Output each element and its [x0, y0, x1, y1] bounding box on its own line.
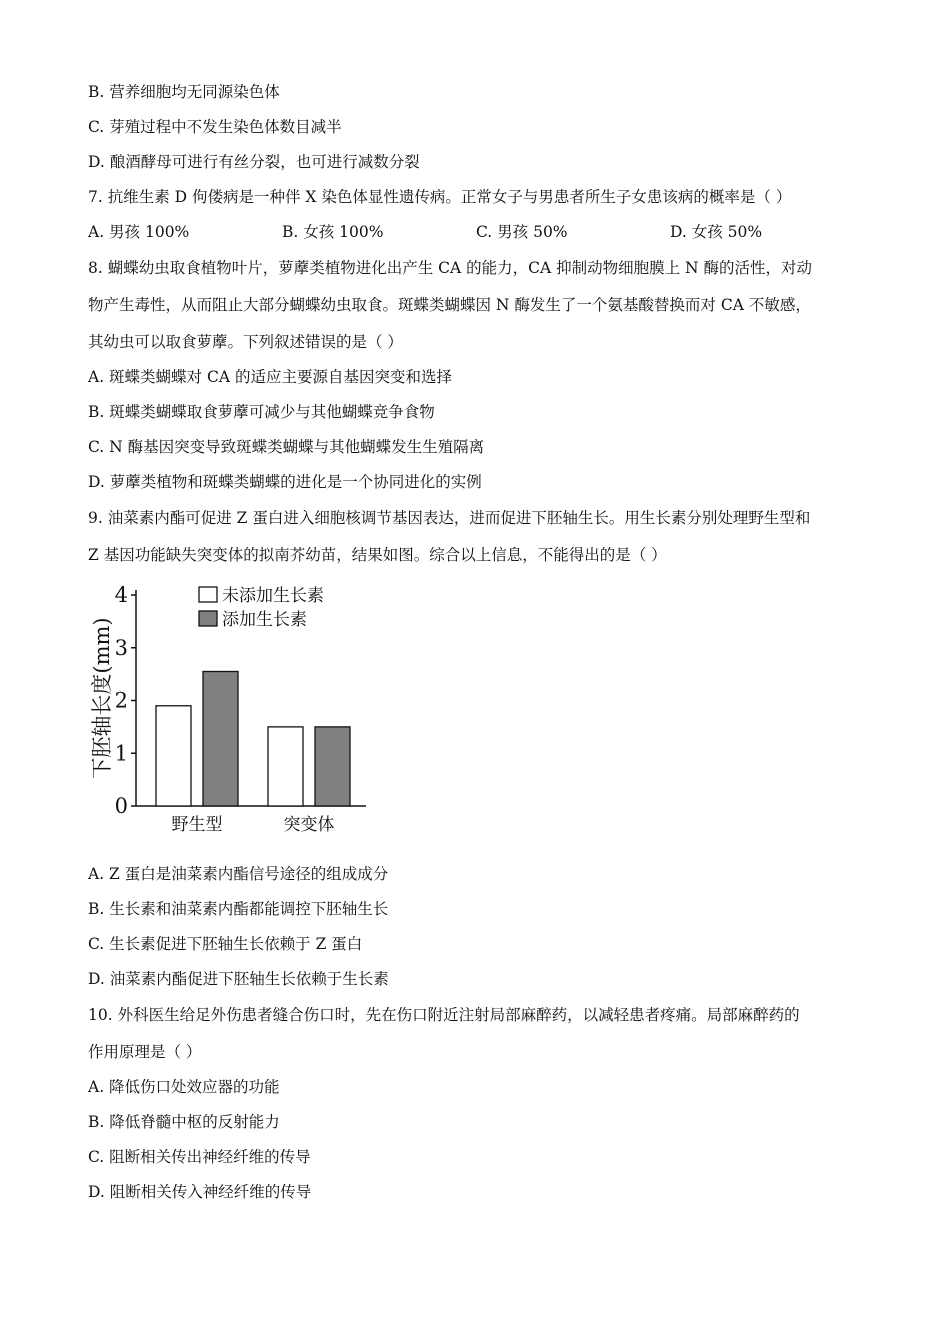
y-tick-label: 1: [114, 741, 128, 766]
bar-0-1: [203, 671, 238, 806]
bar-0-0: [156, 706, 191, 806]
legend-swatch: [199, 611, 217, 626]
q10-option-a: A. 降低伤口处效应器的功能: [88, 1078, 280, 1096]
q7-option-c: C. 男孩 50%: [476, 223, 568, 241]
q10-stem-line1: 10. 外科医生给足外伤患者缝合伤口时，先在伤口附近注射局部麻醉药，以减轻患者疼痛。局部麻醉药的: [88, 1006, 800, 1024]
q8-option-d: D. 萝藦类植物和斑蝶类蝴蝶的进化是一个协同进化的实例: [88, 473, 482, 491]
q8-option-b: B. 斑蝶类蝴蝶取食萝藦可减少与其他蝴蝶竞争食物: [88, 403, 435, 421]
q6-option-c: C. 芽殖过程中不发生染色体数目减半: [88, 118, 342, 136]
q6-option-d: D. 酿酒酵母可进行有丝分裂，也可进行减数分裂: [88, 153, 420, 171]
bar-1-1: [315, 727, 350, 806]
bar-chart: [88, 578, 388, 840]
q8-option-a: A. 斑蝶类蝴蝶对 CA 的适应主要源自基因突变和选择: [88, 368, 452, 386]
q7-stem: 7. 抗维生素 D 佝偻病是一种伴 X 染色体显性遗传病。正常女子与男患者所生子女患该病的概率是（ ）: [88, 188, 792, 206]
q7-option-a: A. 男孩 100%: [88, 223, 190, 241]
q6-option-b: B. 营养细胞均无同源染色体: [88, 83, 280, 101]
y-tick-label: 4: [114, 583, 128, 607]
q7-option-d: D. 女孩 50%: [670, 223, 763, 241]
y-tick-label: 0: [114, 794, 128, 818]
q8-stem-line3: 其幼虫可以取食萝藦。下列叙述错误的是（ ）: [88, 333, 403, 351]
legend-label: 未添加生长素: [222, 586, 324, 606]
q9-option-c: C. 生长素促进下胚轴生长依赖于 Z 蛋白: [88, 935, 363, 953]
q10-option-c: C. 阻断相关传出神经纤维的传导: [88, 1148, 311, 1166]
x-tick-label: 突变体: [283, 815, 335, 835]
q9-option-b: B. 生长素和油菜素内酯都能调控下胚轴生长: [88, 900, 389, 918]
y-tick-label: 2: [114, 688, 128, 713]
q9-option-a: A. Z 蛋白是油菜素内酯信号途径的组成成分: [88, 865, 389, 883]
y-tick-label: 3: [114, 635, 128, 660]
x-tick-label: 野生型: [171, 815, 223, 835]
q9-option-d: D. 油菜素内酯促进下胚轴生长依赖于生长素: [88, 970, 389, 988]
q9-stem-line1: 9. 油菜素内酯可促进 Z 蛋白进入细胞核调节基因表达，进而促进下胚轴生长。用生长素分别处理野生型和: [88, 509, 811, 527]
q8-stem-line2: 物产生毒性，从而阻止大部分蝴蝶幼虫取食。斑蝶类蝴蝶因 N 酶发生了一个氨基酸替换而对 CA 不敏感，: [88, 296, 811, 314]
q8-stem-line1: 8. 蝴蝶幼虫取食植物叶片，萝藦类植物进化出产生 CA 的能力，CA 抑制动物细胞膜上 N 酶的活性，对动: [88, 259, 813, 277]
q9-stem-line2: Z 基因功能缺失突变体的拟南芥幼苗，结果如图。综合以上信息，不能得出的是（ ）: [88, 546, 667, 564]
q10-option-d: D. 阻断相关传入神经纤维的传导: [88, 1183, 312, 1201]
q10-option-b: B. 降低脊髓中枢的反射能力: [88, 1113, 280, 1131]
y-axis-label: 下胚轴长度(mm): [90, 617, 114, 779]
legend-swatch: [199, 587, 217, 602]
q10-stem-line2: 作用原理是（ ）: [88, 1043, 202, 1061]
legend-label: 添加生长素: [222, 610, 307, 630]
q7-option-b: B. 女孩 100%: [282, 223, 384, 241]
q8-option-c: C. N 酶基因突变导致斑蝶类蝴蝶与其他蝴蝶发生生殖隔离: [88, 438, 485, 456]
bar-1-0: [268, 727, 303, 806]
